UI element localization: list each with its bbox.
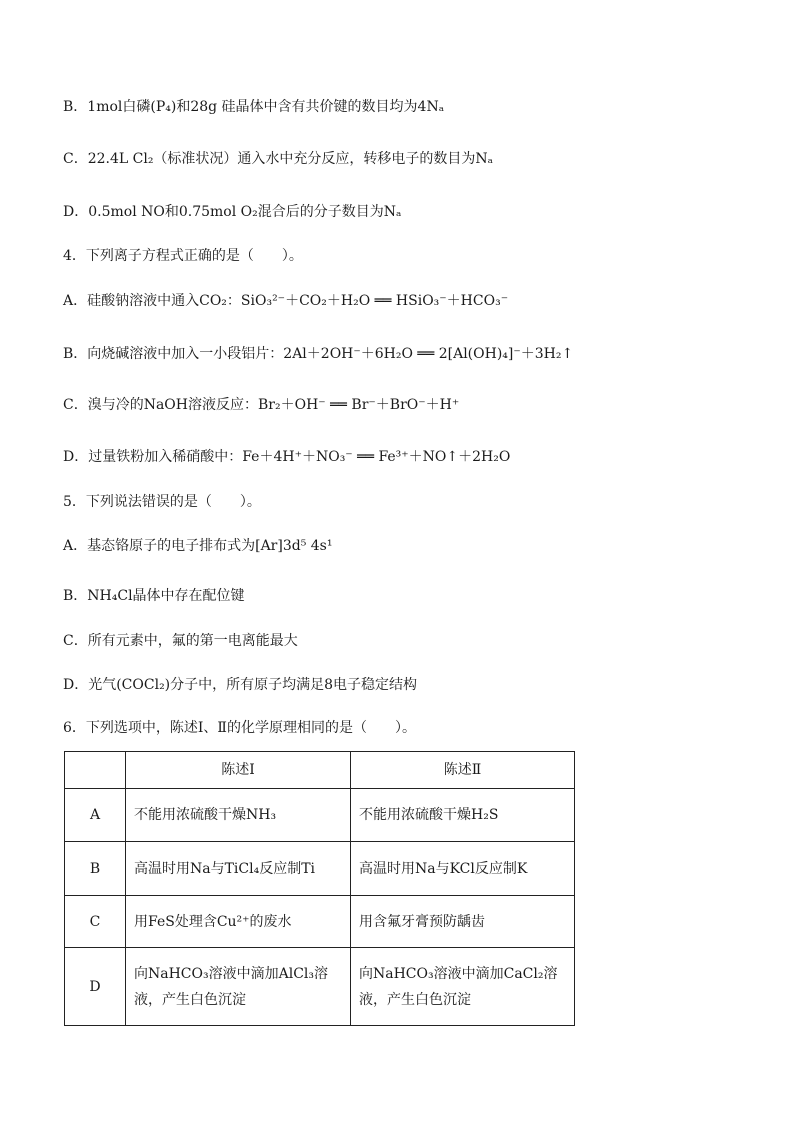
table-header-row [65,752,575,789]
row-statement-2: 高温时用Na与KCl反应制K [351,842,575,896]
header-statement-2: 陈述Ⅱ [351,752,575,789]
row-statement-2: 用含氟牙膏预防龋齿 [351,896,575,948]
row-statement-2: 不能用浓硫酸干燥H₂S [351,789,575,842]
q4-option-b: B．向烧碱溶液中加入一小段铝片：2Al＋2OH⁻＋6H₂O ══ 2[Al(OH)₄]⁻＋3H₂↑ [63,346,574,362]
table-row [65,948,575,1026]
table-row [65,896,575,948]
q3-option-c: C．22.4L Cl₂（标准状况）通入水中充分反应，转移电子的数目为Nₐ [63,151,494,167]
row-label: C [65,896,126,948]
row-statement-1: 高温时用Na与TiCl₄反应制Ti [126,842,351,896]
q6-table [64,751,575,1026]
q5-option-c: C．所有元素中，氟的第一电离能最大 [63,633,298,649]
table-row [65,789,575,842]
row-label: D [65,948,126,1026]
q3-option-b: B．1mol白磷(P₄)和28g 硅晶体中含有共价键的数目均为4Nₐ [63,99,445,115]
row-label: B [65,842,126,896]
row-statement-1: 用FeS处理含Cu²⁺的废水 [126,896,351,948]
q5-option-d: D．光气(COCl₂)分子中，所有原子均满足8电子稳定结构 [63,677,418,693]
question-4: 4．下列离子方程式正确的是（ ）。 [63,248,303,264]
row-label: A [65,789,126,842]
q4-option-d: D．过量铁粉加入稀硝酸中：Fe＋4H⁺＋NO₃⁻ ══ Fe³⁺＋NO↑＋2H₂O [63,449,511,465]
q4-option-c: C．溴与冷的NaOH溶液反应：Br₂＋OH⁻ ══ Br⁻＋BrO⁻＋H⁺ [63,397,460,413]
q5-option-a: A．基态铬原子的电子排布式为[Ar]3d⁵ 4s¹ [63,538,333,554]
row-statement-1: 不能用浓硫酸干燥NH₃ [126,789,351,842]
q4-option-a: A．硅酸钠溶液中通入CO₂：SiO₃²⁻＋CO₂＋H₂O ══ HSiO₃⁻＋HCO₃⁻ [63,293,509,309]
question-6: 6．下列选项中，陈述Ⅰ、Ⅱ的化学原理相同的是（ ）。 [63,720,416,736]
header-statement-1: 陈述Ⅰ [126,752,351,789]
table-row [65,842,575,896]
q3-option-d: D．0.5mol NO和0.75mol O₂混合后的分子数目为Nₐ [63,204,402,220]
q5-option-b: B．NH₄Cl晶体中存在配位键 [63,588,245,604]
question-5: 5．下列说法错误的是（ ）。 [63,494,261,510]
row-statement-2: 向NaHCO₃溶液中滴加CaCl₂溶液，产生白色沉淀 [351,948,575,1026]
row-statement-1: 向NaHCO₃溶液中滴加AlCl₃溶液，产生白色沉淀 [126,948,351,1026]
header-empty [65,752,126,789]
